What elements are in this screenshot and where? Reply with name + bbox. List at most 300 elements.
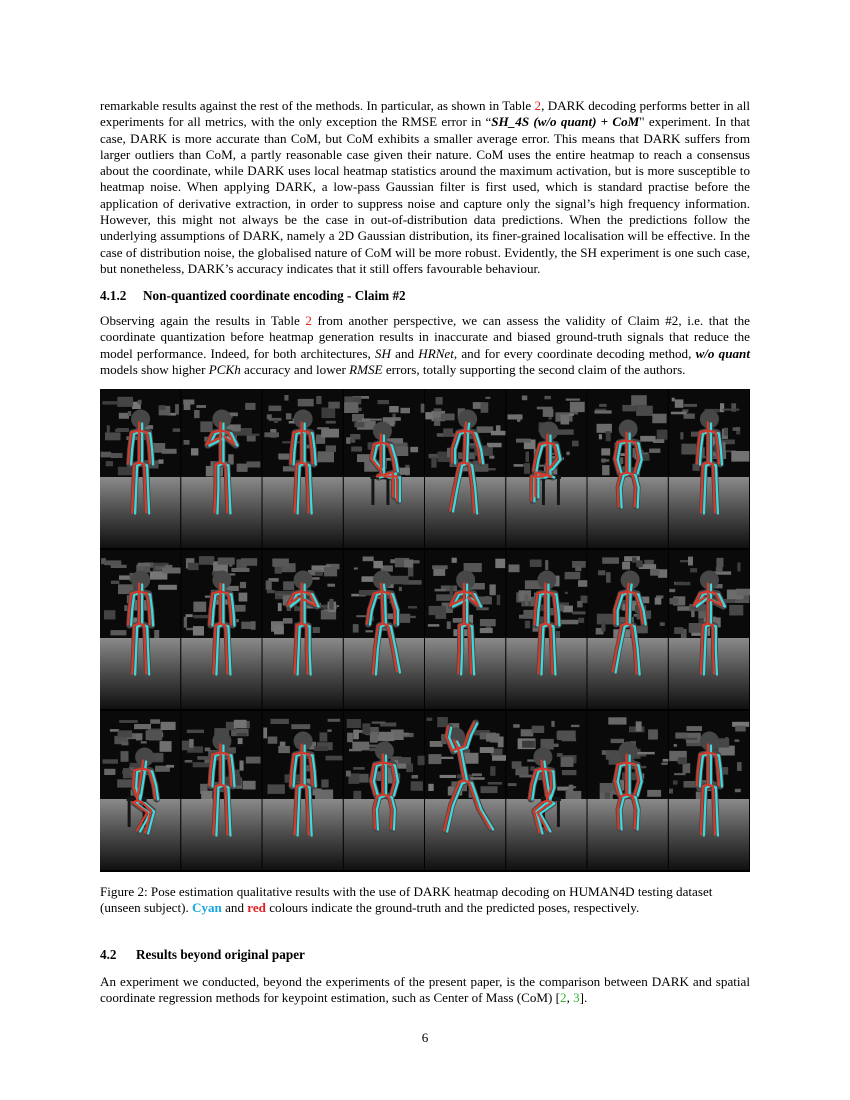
skeleton-bone xyxy=(702,626,703,650)
table-ref-link[interactable]: 2 xyxy=(534,98,542,113)
depth-noise xyxy=(488,782,502,785)
figure-panel xyxy=(344,550,424,709)
depth-noise xyxy=(525,595,529,606)
depth-noise xyxy=(636,560,643,567)
floor-gradient xyxy=(588,799,668,870)
depth-noise xyxy=(318,451,335,462)
depth-noise xyxy=(291,724,310,729)
figure-panel xyxy=(100,550,181,709)
floor-gradient xyxy=(588,477,668,548)
depth-noise xyxy=(136,734,142,740)
depth-noise xyxy=(661,763,667,765)
depth-noise xyxy=(173,428,181,432)
floor-gradient xyxy=(181,477,261,548)
depth-noise xyxy=(561,415,570,425)
skeleton-bone xyxy=(147,627,148,651)
skeleton-bone xyxy=(142,761,143,769)
depth-noise xyxy=(435,589,446,592)
depth-noise xyxy=(194,410,200,418)
depth-noise xyxy=(684,781,696,788)
depth-noise xyxy=(526,452,530,462)
skeleton-bone xyxy=(307,787,308,811)
skeleton-bone xyxy=(627,592,628,624)
skeleton-bone xyxy=(714,489,715,513)
skeleton-bone xyxy=(226,650,227,674)
depth-noise xyxy=(389,406,399,413)
depth-noise xyxy=(410,447,418,453)
depth-noise xyxy=(324,567,337,576)
depth-noise xyxy=(557,753,563,757)
depth-noise xyxy=(441,414,455,421)
skeleton-bone xyxy=(635,809,636,829)
depth-noise xyxy=(675,733,687,739)
page-number: 6 xyxy=(421,1030,429,1045)
depth-noise xyxy=(115,429,128,432)
skeleton-bone xyxy=(299,466,300,490)
depth-noise xyxy=(602,465,609,475)
skeleton-bone xyxy=(701,811,702,835)
figure-panel xyxy=(263,711,343,870)
skeleton-bone xyxy=(310,466,311,490)
skeleton-bone xyxy=(538,650,539,674)
depth-noise xyxy=(245,403,255,410)
depth-noise xyxy=(184,440,190,445)
depth-noise xyxy=(278,603,282,611)
depth-noise xyxy=(685,738,698,740)
depth-noise xyxy=(669,789,673,794)
depth-noise xyxy=(631,395,647,405)
depth-noise xyxy=(632,557,636,562)
paragraph-claim-2: Observing again the results in Table 2 from another perspective, we can assess the validity of Claim #2, i.e. that the coordinate quantization before heatmap generation results in inaccurate and biased ground-truth signals that reduce the model performance. Indeed, for both architectures, SH and HRNet, and for every coordinate decoding method, w/o quant models show higher PCKh accuracy and lower RMSE errors, totally supporting the second claim of the authors. xyxy=(100,313,750,377)
depth-noise xyxy=(563,606,573,613)
depth-noise xyxy=(118,467,132,476)
skeleton-bone xyxy=(133,626,134,650)
depth-noise xyxy=(432,565,448,569)
depth-noise xyxy=(267,590,275,593)
depth-noise xyxy=(611,739,625,743)
floor-gradient xyxy=(669,477,749,548)
depth-noise xyxy=(351,439,355,443)
skeleton-bone xyxy=(705,627,706,651)
depth-noise xyxy=(486,733,499,741)
skeleton-bone xyxy=(299,788,300,812)
depth-noise xyxy=(684,404,697,407)
skeleton-bone xyxy=(152,450,153,465)
depth-noise xyxy=(160,741,172,752)
depth-noise xyxy=(637,752,655,755)
depth-noise xyxy=(320,732,328,741)
depth-noise xyxy=(599,404,607,407)
figure-panel xyxy=(181,711,261,870)
skeleton-bone xyxy=(472,627,473,651)
depth-noise xyxy=(193,602,206,612)
depth-noise xyxy=(733,427,741,430)
floor-gradient xyxy=(344,638,424,709)
citation-link[interactable]: 3 xyxy=(573,990,580,1006)
depth-noise xyxy=(102,401,118,405)
skeleton-bone xyxy=(718,771,719,786)
depth-noise xyxy=(492,755,506,761)
skeleton-bone xyxy=(298,812,299,836)
figure-panel xyxy=(588,711,669,870)
depth-noise xyxy=(551,721,554,727)
depth-noise xyxy=(428,754,441,764)
skeleton-bone xyxy=(136,627,137,651)
depth-noise xyxy=(278,454,289,460)
skeleton-bone xyxy=(630,593,631,625)
skeleton-bone xyxy=(296,787,297,811)
depth-noise xyxy=(640,436,655,442)
depth-noise xyxy=(119,575,130,579)
skeleton-bone xyxy=(461,651,462,675)
depth-noise xyxy=(104,769,115,775)
skeleton-bone xyxy=(308,811,309,835)
depth-noise xyxy=(269,406,282,412)
skeleton-bone xyxy=(635,487,636,507)
depth-noise xyxy=(671,412,687,415)
depth-noise xyxy=(246,757,261,764)
skeleton-bone xyxy=(226,811,227,835)
depth-noise xyxy=(353,791,361,799)
depth-noise xyxy=(410,616,416,618)
skeleton-bone xyxy=(308,489,309,513)
depth-noise xyxy=(390,559,395,563)
depth-noise xyxy=(601,622,605,631)
figure-panel xyxy=(100,711,180,870)
depth-noise xyxy=(599,434,602,439)
depth-noise xyxy=(720,403,724,412)
depth-noise xyxy=(391,576,409,585)
depth-noise xyxy=(205,748,211,752)
depth-noise xyxy=(680,432,683,439)
depth-noise xyxy=(283,466,296,471)
depth-noise xyxy=(735,726,746,732)
depth-noise xyxy=(489,456,494,459)
depth-noise xyxy=(447,621,451,629)
depth-noise xyxy=(394,417,401,421)
skeleton-bone xyxy=(539,626,540,650)
depth-noise xyxy=(316,396,321,404)
depth-noise xyxy=(351,447,362,452)
depth-noise xyxy=(399,587,402,591)
depth-noise xyxy=(575,566,581,571)
skeleton-bone xyxy=(233,611,234,626)
depth-noise xyxy=(352,742,369,751)
figure-panel xyxy=(425,711,506,870)
skeleton-bone xyxy=(553,627,554,651)
figure-panel xyxy=(344,711,425,870)
depth-noise xyxy=(267,414,272,419)
depth-noise xyxy=(522,741,535,748)
depth-noise xyxy=(530,560,542,568)
depth-noise xyxy=(364,419,382,421)
skeleton-bone xyxy=(716,788,717,812)
skeleton-bone xyxy=(721,772,722,787)
depth-noise xyxy=(480,619,496,626)
depth-noise xyxy=(252,434,260,436)
depth-noise xyxy=(622,562,630,570)
skeleton-bone xyxy=(212,611,213,626)
section-heading-4-2: 4.2 Results beyond original paper xyxy=(100,947,305,962)
skeleton-bone xyxy=(542,627,543,651)
depth-noise xyxy=(366,630,374,632)
depth-noise xyxy=(450,586,454,596)
skeleton-bone xyxy=(228,788,229,812)
depth-noise xyxy=(326,756,343,761)
skeleton-bone xyxy=(465,423,466,431)
depth-noise xyxy=(121,751,129,762)
figure-panel xyxy=(506,550,587,709)
skeleton-bone xyxy=(618,809,619,829)
depth-noise xyxy=(669,589,675,592)
skeleton-bone xyxy=(555,610,556,625)
skeleton-bone xyxy=(382,592,383,624)
skeleton-bone xyxy=(212,772,213,787)
depth-noise xyxy=(271,719,289,724)
skeleton-bone xyxy=(152,611,153,626)
depth-noise xyxy=(687,726,703,731)
skeleton-bone xyxy=(148,651,149,675)
skeleton-bone xyxy=(718,449,719,464)
depth-noise xyxy=(284,395,288,401)
figure-caption: Figure 2: Pose estimation qualitative results with the use of DARK heatmap decoding on HUMAN4D testing dataset (unseen subject). Cyan and red colours indicate the ground-truth and the predicted poses, respectively. xyxy=(100,884,713,916)
depth-noise xyxy=(346,437,351,444)
figure-panel xyxy=(100,389,180,548)
skeleton-bone xyxy=(307,465,308,489)
depth-noise xyxy=(598,570,605,575)
depth-noise xyxy=(437,717,448,727)
skeleton-bone xyxy=(558,611,559,626)
skeleton-bone xyxy=(294,772,295,787)
depth-noise xyxy=(495,559,505,568)
depth-noise xyxy=(418,756,425,766)
depth-noise xyxy=(185,760,193,763)
figure-panel xyxy=(344,389,425,548)
skeleton-bone xyxy=(717,812,718,836)
pose-results-figure xyxy=(100,389,750,872)
skeleton-bone xyxy=(714,811,715,835)
skeleton-bone xyxy=(537,611,538,626)
depth-noise xyxy=(268,737,278,744)
depth-noise xyxy=(649,449,660,453)
skeleton-bone xyxy=(621,810,622,830)
depth-noise xyxy=(675,399,684,407)
skeleton-bone xyxy=(228,627,229,651)
skeleton-bone xyxy=(628,584,629,592)
depth-noise xyxy=(521,729,534,736)
skeleton-bone xyxy=(713,465,714,489)
skeleton-bone xyxy=(144,465,145,489)
depth-noise xyxy=(735,739,740,742)
depth-noise xyxy=(353,767,365,770)
depth-noise xyxy=(398,757,411,763)
depth-noise xyxy=(188,563,199,570)
depth-noise xyxy=(237,464,248,472)
depth-noise xyxy=(606,572,611,583)
depth-noise xyxy=(239,593,248,602)
depth-noise xyxy=(669,598,678,604)
depth-noise xyxy=(608,717,626,724)
figure-panel xyxy=(181,389,261,548)
depth-noise xyxy=(347,733,353,743)
depth-noise xyxy=(111,565,127,568)
depth-noise xyxy=(283,618,293,624)
depth-noise xyxy=(731,451,749,462)
table-ref-link[interactable]: 2 xyxy=(305,313,312,328)
skeleton-bone xyxy=(638,488,639,508)
depth-noise xyxy=(122,742,129,745)
depth-noise xyxy=(411,781,423,791)
chair-leg xyxy=(557,479,560,505)
skeleton-bone xyxy=(381,584,382,592)
depth-noise xyxy=(329,599,334,610)
skeleton-bone xyxy=(551,650,552,674)
depth-noise xyxy=(680,560,688,562)
depth-noise xyxy=(565,592,568,594)
floor-gradient xyxy=(263,477,343,548)
depth-noise xyxy=(690,568,697,572)
skeleton-bone xyxy=(295,489,296,513)
depth-noise xyxy=(544,396,551,399)
depth-noise xyxy=(736,589,750,596)
depth-noise xyxy=(516,439,531,443)
depth-noise xyxy=(606,431,611,441)
skeleton-bone xyxy=(716,466,717,490)
skeleton-bone xyxy=(713,650,714,674)
floor-gradient xyxy=(100,477,180,548)
depth-noise xyxy=(251,621,256,630)
chair-leg xyxy=(386,479,389,505)
skeleton-bone xyxy=(149,610,150,625)
depth-noise xyxy=(512,761,522,769)
skeleton-bone xyxy=(133,771,134,787)
skeleton-bone xyxy=(131,611,132,626)
skeleton-bone xyxy=(296,626,297,650)
depth-noise xyxy=(660,622,665,626)
depth-noise xyxy=(509,565,520,573)
skeleton-bone xyxy=(135,490,136,514)
floor-gradient xyxy=(263,799,343,870)
skeleton-bone xyxy=(296,465,297,489)
depth-noise xyxy=(243,781,256,790)
depth-noise xyxy=(314,746,327,751)
skeleton-bone xyxy=(705,466,706,490)
depth-noise xyxy=(162,449,177,454)
depth-noise xyxy=(400,408,410,414)
skeleton-bone xyxy=(697,771,698,786)
depth-noise xyxy=(490,766,495,776)
figure-panel xyxy=(669,550,750,709)
skeleton-bone xyxy=(550,626,551,650)
skeleton-bone xyxy=(148,490,149,514)
depth-noise xyxy=(328,719,341,722)
depth-noise xyxy=(561,757,574,767)
chair-leg xyxy=(128,801,131,827)
skeleton-bone xyxy=(534,610,535,625)
floor-gradient xyxy=(506,638,586,709)
depth-noise xyxy=(187,730,204,733)
depth-noise xyxy=(429,606,446,615)
pose-grid-image xyxy=(100,389,750,872)
depth-noise xyxy=(149,731,163,740)
skeleton-bone xyxy=(294,450,295,465)
depth-noise xyxy=(676,582,691,585)
figure-panel xyxy=(588,389,668,548)
depth-noise xyxy=(141,741,147,743)
depth-noise xyxy=(716,558,723,567)
depth-noise xyxy=(674,627,683,634)
skeleton-bone xyxy=(230,610,231,625)
skeleton-bone xyxy=(618,487,619,507)
depth-noise xyxy=(497,595,501,605)
skeleton-bone xyxy=(295,650,296,674)
depth-noise xyxy=(159,405,166,410)
depth-noise xyxy=(193,762,210,767)
depth-noise xyxy=(650,569,660,576)
depth-noise xyxy=(737,762,742,771)
depth-noise xyxy=(688,557,693,566)
depth-noise xyxy=(723,409,740,411)
depth-noise xyxy=(105,432,121,440)
depth-noise xyxy=(566,399,580,401)
depth-noise xyxy=(440,775,457,778)
depth-noise xyxy=(166,765,174,768)
depth-noise xyxy=(183,400,194,405)
depth-noise xyxy=(103,759,119,763)
skeleton-bone xyxy=(209,610,210,625)
figure-panel xyxy=(506,711,586,870)
skeleton-bone xyxy=(310,651,311,675)
depth-noise xyxy=(240,761,244,771)
depth-noise xyxy=(557,731,575,741)
depth-noise xyxy=(266,580,272,590)
skeleton-bone xyxy=(717,490,718,514)
depth-noise xyxy=(354,568,358,570)
floor-gradient xyxy=(181,638,261,709)
skeleton-bone xyxy=(136,772,137,788)
depth-noise xyxy=(672,398,675,402)
floor-gradient xyxy=(669,638,749,709)
citation-link[interactable]: 2 xyxy=(560,990,567,1006)
skeleton-bone xyxy=(391,809,392,829)
depth-noise xyxy=(601,459,609,462)
depth-noise xyxy=(370,732,378,743)
depth-noise xyxy=(545,560,548,570)
skeleton-bone xyxy=(147,466,148,490)
depth-noise xyxy=(404,560,413,568)
skeleton-bone xyxy=(217,490,218,514)
depth-noise xyxy=(558,429,574,434)
depth-noise xyxy=(231,568,249,572)
depth-noise xyxy=(161,722,176,730)
skeleton-bone xyxy=(702,465,703,489)
skeleton-bone xyxy=(229,651,230,675)
floor-gradient xyxy=(425,638,505,709)
depth-noise xyxy=(636,721,642,731)
depth-noise xyxy=(138,400,142,405)
depth-noise xyxy=(362,723,370,734)
floor-gradient xyxy=(344,799,424,870)
depth-noise xyxy=(117,397,133,407)
depth-noise xyxy=(184,617,187,628)
depth-noise xyxy=(522,396,527,401)
depth-noise xyxy=(363,557,374,562)
depth-noise xyxy=(525,621,530,629)
skeleton-bone xyxy=(131,450,132,465)
depth-noise xyxy=(674,773,686,775)
depth-noise xyxy=(571,725,579,727)
skeleton-bone xyxy=(702,787,703,811)
